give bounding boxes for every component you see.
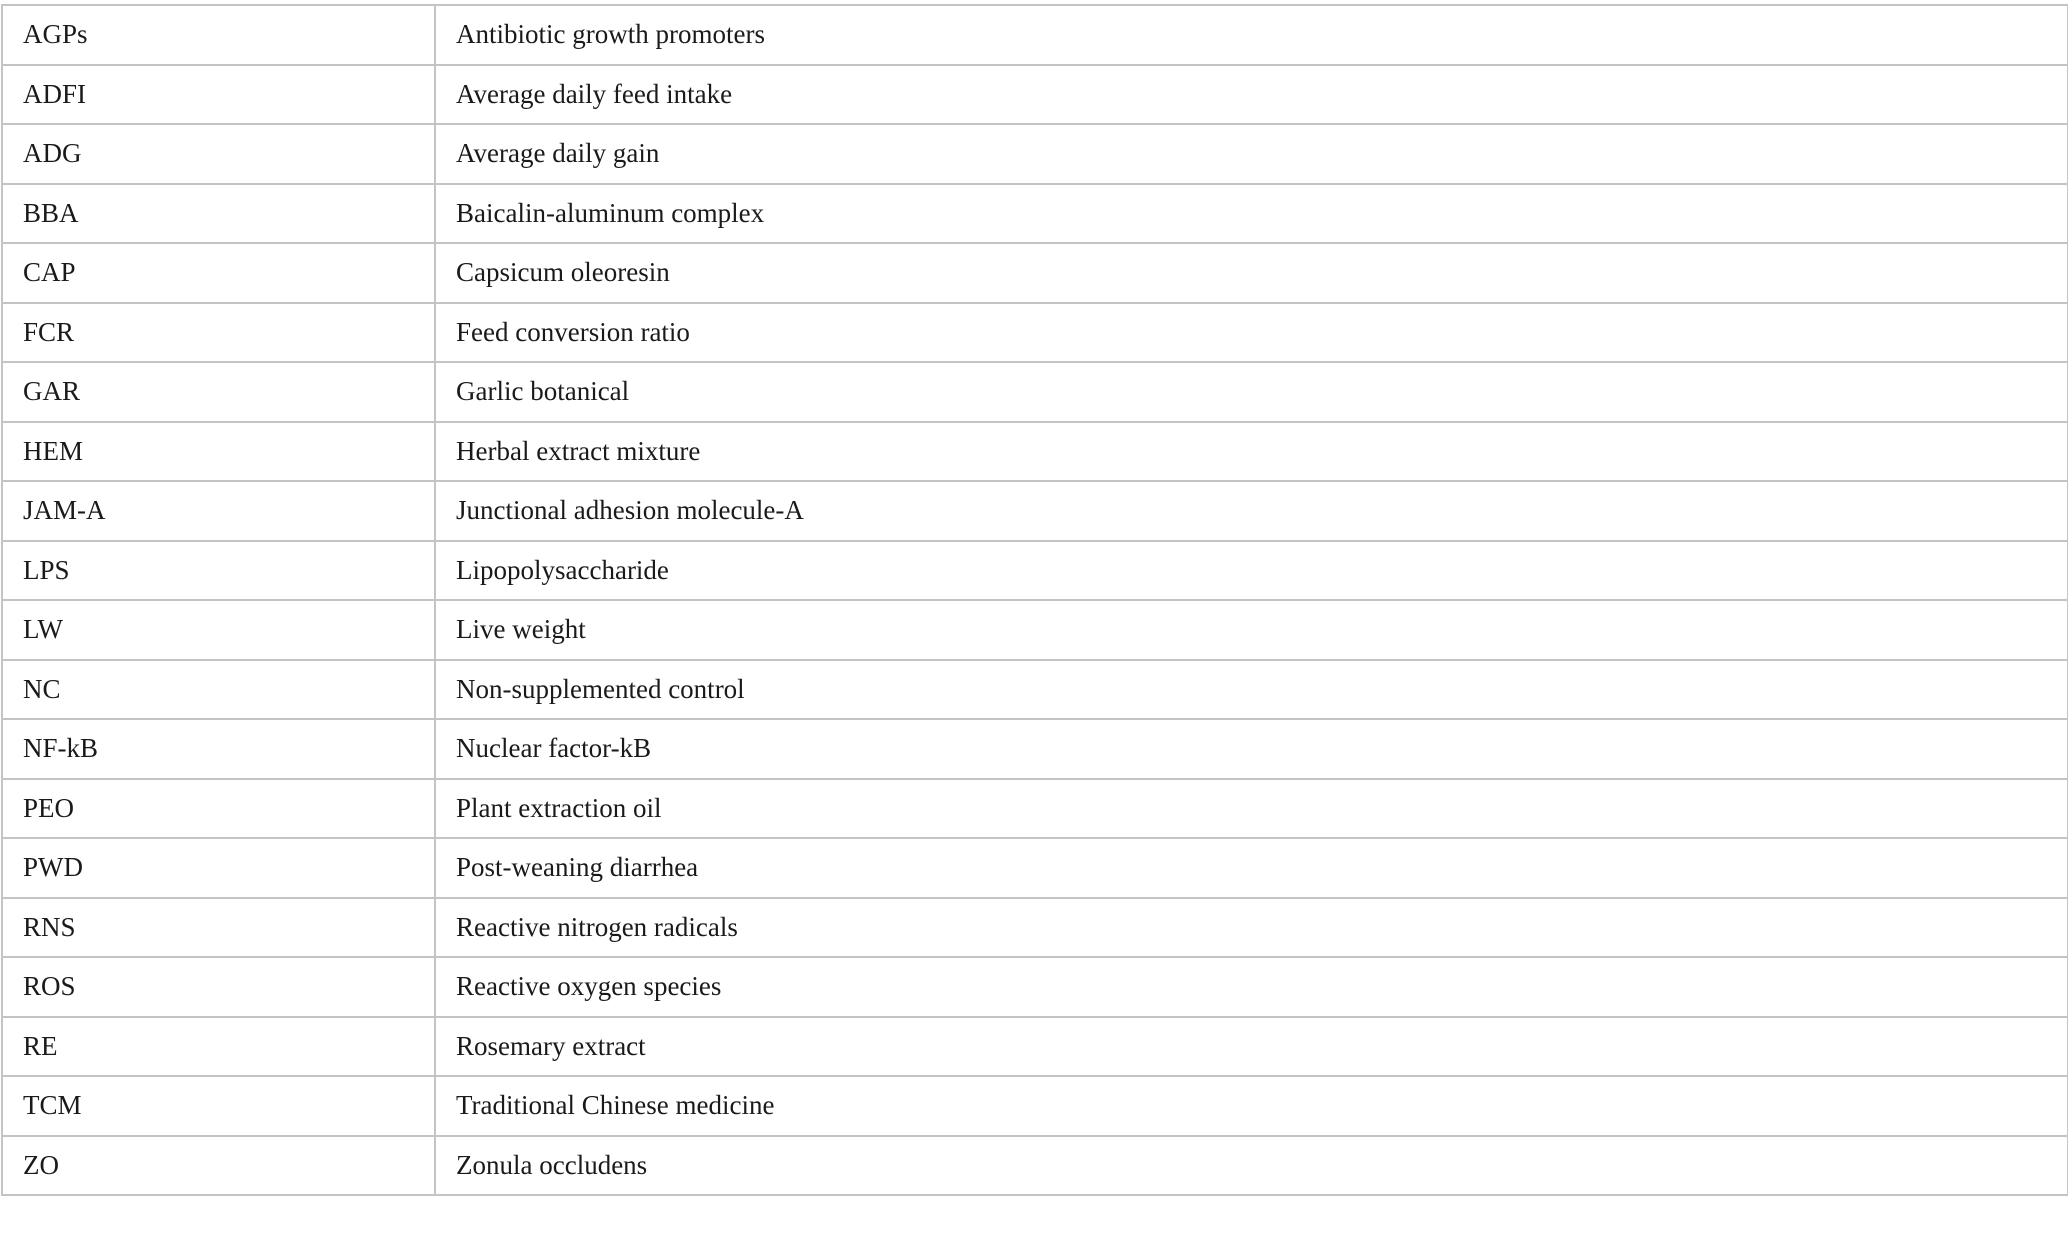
table-row <box>2 719 2068 779</box>
definition-cell: Lipopolysaccharide <box>435 541 2068 601</box>
definition-cell: Feed conversion ratio <box>435 303 2068 363</box>
abbreviation-cell: JAM-A <box>2 481 435 541</box>
table-row <box>2 1076 2068 1136</box>
table-row <box>2 541 2068 601</box>
definition-cell: Reactive oxygen species <box>435 957 2068 1017</box>
table-row <box>2 362 2068 422</box>
definition-cell: Baicalin-aluminum complex <box>435 184 2068 244</box>
abbreviation-cell: RNS <box>2 898 435 958</box>
definition-cell: Plant extraction oil <box>435 779 2068 839</box>
definition-cell: Non-supplemented control <box>435 660 2068 720</box>
table-row <box>2 303 2068 363</box>
abbreviation-cell: HEM <box>2 422 435 482</box>
table-row <box>2 184 2068 244</box>
abbreviation-cell: NF-kB <box>2 719 435 779</box>
definition-cell: Herbal extract mixture <box>435 422 2068 482</box>
abbreviation-cell: ADG <box>2 124 435 184</box>
definition-cell: Garlic botanical <box>435 362 2068 422</box>
definition-cell: Average daily gain <box>435 124 2068 184</box>
abbreviations-table-body <box>2 5 2068 1195</box>
abbreviation-cell: LPS <box>2 541 435 601</box>
table-row <box>2 600 2068 660</box>
definition-cell: Zonula occludens <box>435 1136 2068 1196</box>
table-row <box>2 124 2068 184</box>
abbreviation-cell: ZO <box>2 1136 435 1196</box>
definition-cell: Rosemary extract <box>435 1017 2068 1077</box>
table-row <box>2 5 2068 65</box>
abbreviation-cell: CAP <box>2 243 435 303</box>
table-row <box>2 481 2068 541</box>
table-row <box>2 898 2068 958</box>
definition-cell: Traditional Chinese medicine <box>435 1076 2068 1136</box>
abbreviation-cell: PEO <box>2 779 435 839</box>
abbreviation-cell: PWD <box>2 838 435 898</box>
definition-cell: Reactive nitrogen radicals <box>435 898 2068 958</box>
abbreviation-cell: AGPs <box>2 5 435 65</box>
abbreviation-cell: RE <box>2 1017 435 1077</box>
definition-cell: Antibiotic growth promoters <box>435 5 2068 65</box>
table-row <box>2 422 2068 482</box>
abbreviation-cell: BBA <box>2 184 435 244</box>
abbreviation-cell: GAR <box>2 362 435 422</box>
definition-cell: Capsicum oleoresin <box>435 243 2068 303</box>
definition-cell: Junctional adhesion molecule-A <box>435 481 2068 541</box>
definition-cell: Average daily feed intake <box>435 65 2068 125</box>
table-row <box>2 660 2068 720</box>
abbreviations-table <box>1 4 2068 1196</box>
table-row <box>2 838 2068 898</box>
table-row <box>2 957 2068 1017</box>
definition-cell: Nuclear factor-kB <box>435 719 2068 779</box>
abbreviation-cell: TCM <box>2 1076 435 1136</box>
definition-cell: Live weight <box>435 600 2068 660</box>
table-row <box>2 243 2068 303</box>
abbreviation-cell: LW <box>2 600 435 660</box>
abbreviation-cell: ROS <box>2 957 435 1017</box>
definition-cell: Post-weaning diarrhea <box>435 838 2068 898</box>
abbreviation-cell: FCR <box>2 303 435 363</box>
table-row <box>2 779 2068 839</box>
table-row <box>2 65 2068 125</box>
table-row <box>2 1017 2068 1077</box>
abbreviation-cell: ADFI <box>2 65 435 125</box>
abbreviations-table-container <box>1 4 2067 1196</box>
table-row <box>2 1136 2068 1196</box>
abbreviation-cell: NC <box>2 660 435 720</box>
